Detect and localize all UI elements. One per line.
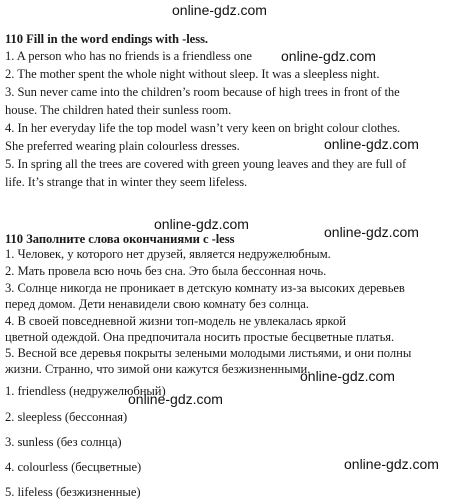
answer-item: 5. lifeless (безжизненные) — [5, 485, 141, 499]
text-line: жизни. Странно, что зимой они кажутся безжизненными. — [5, 362, 311, 376]
answer-item: 1. friendless (недружелюбный) — [5, 384, 166, 398]
text-line: 1. A person who has no friends is a friendless one — [5, 49, 252, 63]
watermark: online-gdz.com — [324, 224, 419, 240]
answer-item: 3. sunless (без солнца) — [5, 435, 122, 449]
exercise-heading-english: 110 Fill in the word endings with -less. — [5, 32, 209, 46]
text-line: 5. Весной все деревья покрыты зелеными молодыми листьями, и они полны — [5, 346, 412, 360]
watermark: online-gdz.com — [300, 368, 395, 384]
watermark: online-gdz.com — [324, 136, 419, 152]
watermark: online-gdz.com — [128, 391, 223, 407]
text-line: 5. In spring all the trees are covered with green young leaves and they are full of — [5, 157, 407, 171]
text-line: перед домом. Дети ненавидели свою комнату без солнца. — [5, 297, 309, 311]
watermark: online-gdz.com — [172, 2, 267, 18]
answer-item: 2. sleepless (бессонная) — [5, 410, 128, 424]
text-line: 4. In her everyday life the top model wasn’t very keen on bright colour clothes. — [5, 121, 401, 135]
text-line: house. The children hated their sunless room. — [5, 103, 232, 117]
text-line: 2. Мать провела всю ночь без сна. Это была бессонная ночь. — [5, 264, 327, 278]
text-line: 1. Человек, у которого нет друзей, является недружелюбным. — [5, 247, 331, 261]
watermark: online-gdz.com — [154, 216, 249, 232]
watermark: online-gdz.com — [281, 48, 376, 64]
text-line: цветной одеждой. Она предпочитала носить простые бесцветные платья. — [5, 330, 395, 344]
answer-item: 4. colourless (бесцветные) — [5, 460, 142, 474]
text-line: 4. В своей повседневной жизни топ-модель не увлекалась яркой — [5, 314, 346, 328]
text-line: 2. The mother spent the whole night without sleep. It was a sleepless night. — [5, 67, 380, 81]
text-line: life. It’s strange that in winter they seem lifeless. — [5, 175, 248, 189]
text-line: She preferred wearing plain colourless dresses. — [5, 139, 240, 153]
text-line: 3. Солнце никогда не проникает в детскую комнату из-за высоких деревьев — [5, 281, 405, 295]
exercise-heading-russian: 110 Заполните слова окончаниями с -less — [5, 232, 235, 246]
text-line: 3. Sun never came into the children’s room because of high trees in front of the — [5, 85, 400, 99]
watermark: online-gdz.com — [344, 456, 439, 472]
